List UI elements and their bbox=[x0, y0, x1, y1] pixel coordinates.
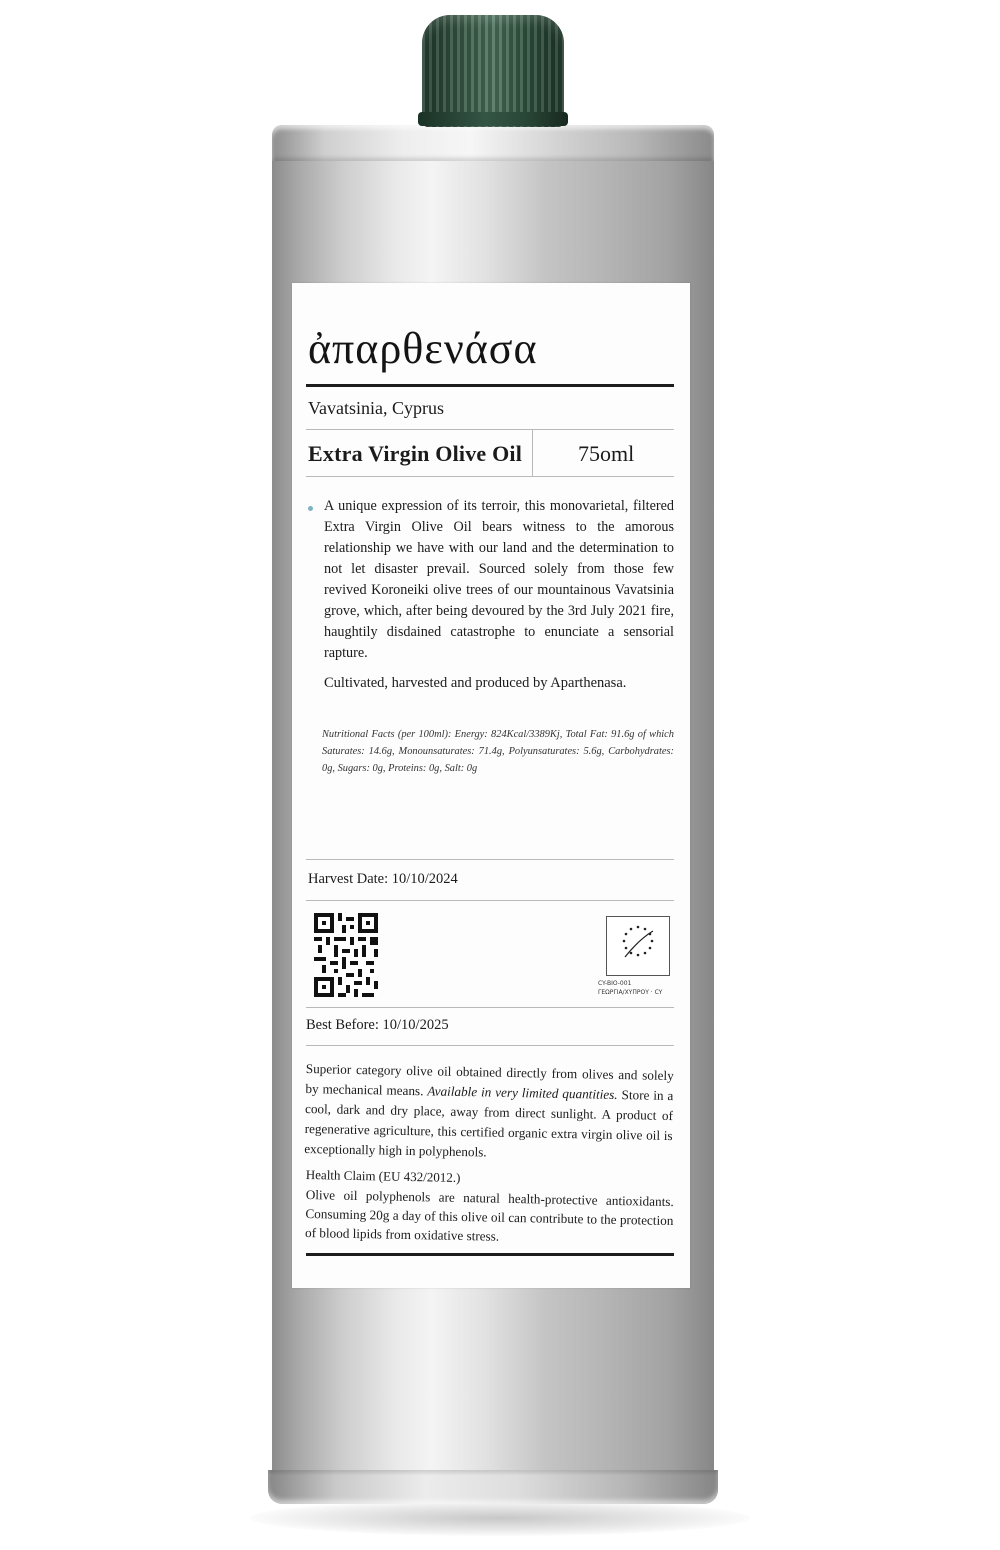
bullet-icon bbox=[308, 506, 313, 511]
label-divider bbox=[306, 429, 674, 430]
info-text: Superior category olive oil obtained directly from olives and solely by mechanical means. bbox=[305, 1060, 674, 1099]
label-divider bbox=[306, 1045, 674, 1046]
product-volume-separator bbox=[532, 430, 533, 476]
health-claim-text: Olive oil polyphenols are natural health-protective antioxidants. Consuming 20g a day of this olive oil can contribute to the protection of blood lipids from oxidative stress. bbox=[304, 1186, 674, 1244]
label-divider bbox=[306, 900, 674, 901]
best-before-date: Best Before: 10/10/2025 bbox=[306, 1017, 449, 1033]
tin-bottom-rim bbox=[268, 1470, 718, 1504]
ground-shadow bbox=[250, 1500, 750, 1536]
health-claim-title: Health Claim (EU 432/2012.) bbox=[305, 1167, 461, 1185]
bottle-cap bbox=[422, 15, 564, 127]
info-text-storage: Store in a cool, dark and dry place, away from direct sunlight. A product of regenerative agriculture, this certified organic extra virgin olive oil is exceptionally high in polyphenols. bbox=[304, 1086, 674, 1160]
info-availability: Available in very limited quantities. bbox=[427, 1083, 618, 1102]
harvest-date: Harvest Date: 10/10/2024 bbox=[308, 871, 458, 887]
product-description: A unique expression of its terroir, this monovarietal, filtered Extra Virgin Olive Oil bears witness to the amorous relationship we have with our land and the determination to not let disaster prevail. Sourced solely from those few revived Koroneiki olive trees of our mountainous Vavatsinia grove, which, after being devoured by the 3rd July 2021 fire, haughtily disdained catastrophe to enunciate a sensorial rapture. bbox=[324, 498, 674, 661]
label-divider bbox=[306, 384, 674, 387]
label-divider bbox=[306, 476, 674, 477]
nutrition-facts: Nutritional Facts (per 100ml): Energy: 824Kcal/3389Kj, Total Fat: 91.6g of which Saturates: 14.6g, Monounsaturates: 71.4g, Polyunsaturates: 5.6g, Carbohydrates: 0g, Sugars: 0g, Proteins: 0g, Salt: 0g bbox=[322, 729, 674, 774]
product-name: Extra Virgin Olive Oil bbox=[308, 441, 523, 466]
eu-organic-code: CY-BIO-001 bbox=[598, 980, 632, 987]
label-divider bbox=[306, 1007, 674, 1008]
label-divider bbox=[306, 859, 674, 860]
volume-text: 75oml bbox=[578, 441, 635, 466]
eu-organic-origin: ΓΕΩΡΓΙΑ/ΧΥΠΡΟΥ · CY bbox=[598, 989, 663, 996]
product-information bbox=[304, 1059, 674, 1166]
brand-name: ἀπαρθενάσα bbox=[308, 324, 538, 373]
tin-shoulder bbox=[272, 125, 714, 161]
label-bottom-rule bbox=[306, 1253, 674, 1256]
qr-code-icon bbox=[314, 913, 378, 997]
origin-text: Vavatsinia, Cyprus bbox=[308, 398, 444, 418]
cap-ring bbox=[418, 112, 568, 126]
producer-statement: Cultivated, harvested and produced by Aparthenasa. bbox=[324, 675, 627, 691]
product-label bbox=[292, 283, 690, 1288]
eu-organic-leaf-icon bbox=[606, 916, 670, 976]
